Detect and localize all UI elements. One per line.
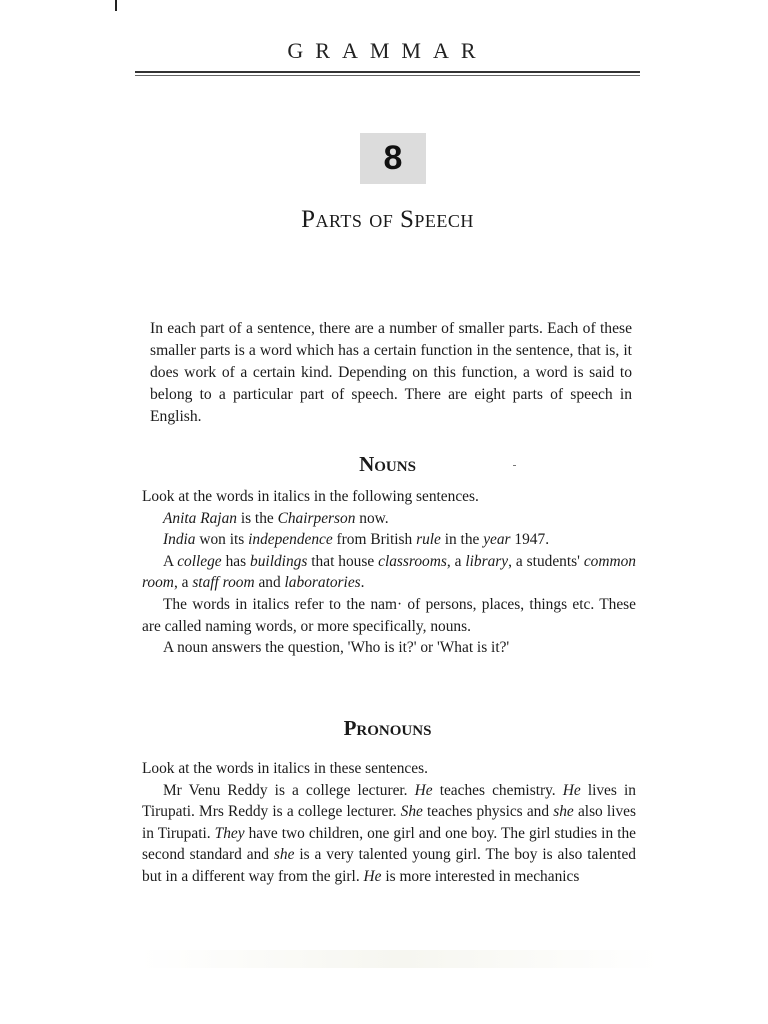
- italic-noun: library: [465, 552, 509, 570]
- running-header: GRAMMAR: [287, 38, 488, 63]
- italic-noun: common room: [142, 552, 636, 592]
- text-run: , a: [446, 552, 466, 570]
- text-run: A: [163, 552, 178, 570]
- italic-noun: classrooms: [378, 552, 447, 570]
- text-run: now.: [355, 509, 389, 527]
- nouns-heading: Nouns: [359, 452, 416, 476]
- text-run: won its: [195, 531, 249, 549]
- italic-noun: India: [163, 531, 196, 549]
- page-edge-mark: [115, 0, 117, 11]
- nouns-question: A noun answers the question, 'Who is it?' or 'What is it?': [163, 639, 510, 657]
- text-run: and: [254, 574, 285, 592]
- italic-noun: staff room: [192, 574, 255, 592]
- italic-pronoun: she: [273, 846, 295, 864]
- nouns-lead: Look at the words in italics in the following sentences.: [142, 488, 479, 505]
- noun-example-2: [142, 529, 636, 551]
- pronouns-lead: Look at the words in italics in these sentences.: [142, 760, 428, 777]
- italic-noun: independence: [248, 531, 333, 549]
- text-run: , a students': [508, 552, 584, 570]
- text-run: 1947.: [510, 531, 550, 549]
- header-rule: [135, 71, 640, 73]
- text-run: Mr Venu Reddy is a college lecturer.: [163, 781, 415, 799]
- italic-pronoun: He: [414, 781, 433, 799]
- noun-example-1: [142, 508, 636, 530]
- text-run: also lives in Tirupati.: [142, 803, 636, 842]
- italic-noun: year: [483, 531, 511, 549]
- italic-noun: rule: [416, 531, 441, 549]
- nouns-section: [142, 486, 636, 659]
- noun-example-3: [142, 551, 636, 594]
- intro-paragraph: In each part of a sentence, there are a number of smaller parts. Each of these smaller parts is a word which has a certain function in the sentence, that is, it does work of a certain kind. Depending on this function, a word is said to belong to a particular part of speech. There are eight parts of speech in English.: [150, 320, 632, 425]
- text-run: .: [360, 574, 365, 592]
- text-run: have two children, one girl and one boy. The girl studies in the second standard and: [142, 824, 636, 864]
- text-run: has: [221, 552, 251, 570]
- text-run: teaches physics and: [422, 803, 554, 821]
- pronouns-heading: Pronouns: [343, 716, 432, 740]
- italic-pronoun: she: [553, 803, 574, 821]
- italic-noun: laboratories: [284, 574, 361, 592]
- text-run: from British: [332, 531, 417, 549]
- chapter-number: 8: [360, 133, 426, 184]
- text-run: teaches chemistry.: [432, 781, 563, 799]
- pronouns-paragraph: [142, 780, 636, 888]
- italic-pronoun: He: [363, 867, 382, 885]
- italic-noun: Anita Rajan: [163, 509, 237, 527]
- text-run: , a: [173, 574, 193, 592]
- header-rule-thin: [135, 75, 640, 76]
- chapter-title: Parts of Speech: [301, 206, 474, 233]
- text-run: is a very talented young girl. The boy is also talented but in a different way from the girl.: [142, 846, 636, 885]
- italic-pronoun: She: [400, 803, 423, 821]
- text-run: is the: [236, 509, 278, 527]
- italic-noun: Chairperson: [277, 509, 356, 527]
- text-run: is more interested in mechanics: [381, 867, 580, 885]
- italic-noun: buildings: [250, 552, 308, 570]
- pronouns-section: [142, 758, 636, 888]
- text-run: that house: [307, 552, 379, 570]
- italic-pronoun: He: [562, 781, 581, 799]
- nouns-explanation: The words in italics refer to the nam· of persons, places, things etc. These are called naming words, or more specifically, nouns.: [142, 595, 636, 635]
- text-run: lives in Tirupati. Mrs Reddy is a college lecturer.: [142, 781, 636, 821]
- bleed-through-text: [140, 950, 660, 968]
- text-run: in the: [440, 531, 484, 549]
- italic-pronoun: They: [214, 824, 245, 842]
- italic-noun: college: [177, 552, 222, 570]
- print-speck: [513, 465, 516, 466]
